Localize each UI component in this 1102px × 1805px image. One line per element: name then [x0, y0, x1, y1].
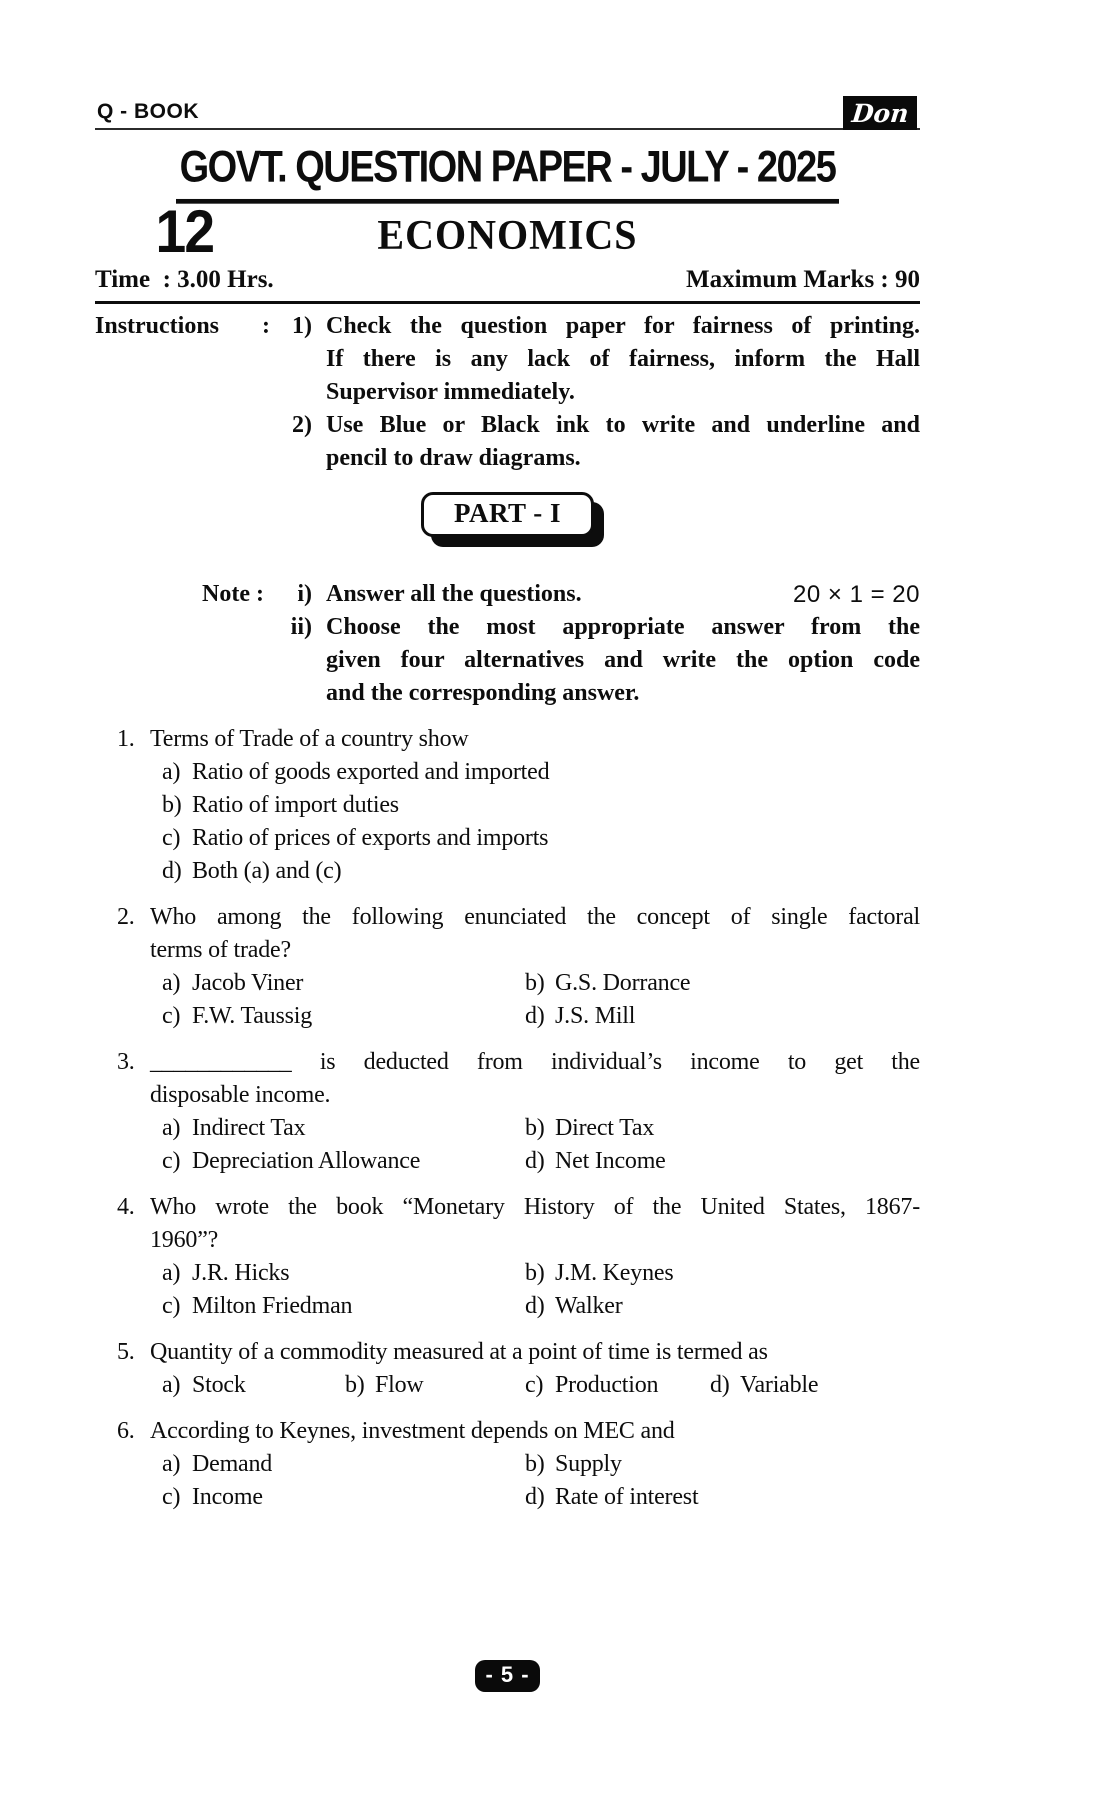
option-code: c) [162, 825, 181, 851]
question-text [150, 1191, 920, 1257]
text-line: terms of trade? [150, 937, 291, 963]
option [162, 1257, 525, 1290]
question-text [150, 1415, 920, 1448]
page-header [95, 96, 920, 130]
part-heading: PART - I [421, 492, 594, 537]
option [345, 1369, 525, 1402]
item-number: 1) [292, 313, 312, 339]
option-code: c) [162, 1148, 181, 1174]
question-text [150, 1336, 920, 1369]
text-line: pencil to draw diagrams. [326, 445, 581, 471]
option-code: d) [162, 858, 182, 884]
option [525, 1481, 920, 1514]
option-label: Depreciation Allowance [192, 1148, 421, 1174]
question-text [150, 901, 920, 967]
page-footer [95, 1660, 920, 1692]
class-subject-row [95, 198, 920, 265]
option [162, 1112, 525, 1145]
note-items [270, 578, 920, 710]
option-label: Income [192, 1484, 263, 1510]
class-number: 12 [155, 198, 214, 265]
option [525, 1000, 920, 1033]
option-code: b) [345, 1372, 365, 1398]
maximum-marks: Maximum Marks : 90 [686, 266, 920, 293]
question-paper-page [95, 96, 920, 1692]
item-text [318, 409, 920, 475]
item-number: i) [297, 581, 312, 607]
part-row [95, 492, 920, 552]
title-row [95, 142, 920, 199]
text-line: 1960”? [150, 1227, 219, 1253]
text-line: Use Blue or Black ink to write and underline and [326, 412, 920, 438]
option [162, 756, 920, 789]
text-line: disposable income. [150, 1082, 331, 1108]
paper-title: GOVT. QUESTION PAPER - JULY - 2025 [176, 142, 840, 203]
page-number-badge: - 5 - [475, 1660, 539, 1692]
options [150, 1448, 920, 1514]
option-label: Net Income [555, 1148, 666, 1174]
option-code: b) [162, 792, 182, 818]
option-code: a) [162, 970, 181, 996]
item-number: 2) [292, 412, 312, 438]
option-code: b) [525, 1260, 545, 1286]
option [525, 1448, 920, 1481]
option-label: Ratio of import duties [192, 792, 399, 818]
question [95, 901, 920, 1033]
option-code: c) [162, 1293, 181, 1319]
option-code: b) [525, 1451, 545, 1477]
option-label: Variable [740, 1372, 819, 1398]
option-code: c) [525, 1372, 544, 1398]
list-item [270, 310, 920, 409]
time-marks-row [95, 266, 920, 294]
qbook-label: Q - BOOK [97, 100, 199, 123]
question-body [150, 1191, 920, 1323]
question-number: 5. [117, 1339, 135, 1365]
publisher-logo-text: Don [850, 98, 910, 128]
option [525, 1257, 920, 1290]
option-label: G.S. Dorrance [555, 970, 691, 996]
option-label: Direct Tax [555, 1115, 655, 1141]
options [150, 1112, 920, 1178]
option-label: Walker [555, 1293, 623, 1319]
option-code: d) [525, 1003, 545, 1029]
option [525, 1369, 710, 1402]
note-text: Answer all the questions. [326, 581, 582, 607]
divider-rule [95, 301, 920, 304]
option [162, 1369, 345, 1402]
options [150, 756, 920, 888]
list-item [270, 578, 920, 611]
option-label: Ratio of prices of exports and imports [192, 825, 549, 851]
question [95, 1415, 920, 1514]
question-body [150, 1415, 920, 1514]
option [162, 789, 920, 822]
option-code: a) [162, 1260, 181, 1286]
text-line: given four alternatives and write the option code [326, 647, 920, 673]
option-label: Flow [375, 1372, 424, 1398]
option-label: Jacob Viner [192, 970, 304, 996]
instructions-items [270, 310, 920, 475]
option-code: c) [162, 1484, 181, 1510]
option-label: Demand [192, 1451, 273, 1477]
option [162, 855, 920, 888]
option-label: Both (a) and (c) [192, 858, 342, 884]
option-label: J.M. Keynes [555, 1260, 674, 1286]
instructions-colon: : [262, 313, 270, 339]
text-line: ____________ is deducted from individual’s income to get the [150, 1049, 920, 1075]
item-text [318, 310, 920, 409]
option-label: J.R. Hicks [192, 1260, 290, 1286]
option [162, 1290, 525, 1323]
question [95, 1046, 920, 1178]
text-line: Terms of Trade of a country show [150, 726, 469, 752]
option [525, 967, 920, 1000]
options [150, 1369, 920, 1402]
text-line: Who wrote the book “Monetary History of the United States, 1867- [150, 1194, 920, 1220]
option [162, 1000, 525, 1033]
option-label: Rate of interest [555, 1484, 699, 1510]
option [162, 1448, 525, 1481]
option [525, 1145, 920, 1178]
question-number: 6. [117, 1418, 135, 1444]
option-code: c) [162, 1003, 181, 1029]
option-code: d) [525, 1484, 545, 1510]
subject-title: ECONOMICS [377, 211, 638, 259]
text-line: Check the question paper for fairness of printing. [326, 313, 920, 339]
question-number: 3. [117, 1049, 135, 1075]
question [95, 1191, 920, 1323]
option-code: d) [525, 1148, 545, 1174]
option [162, 822, 920, 855]
item-number: ii) [290, 614, 312, 640]
item-text [318, 611, 920, 710]
text-line: Quantity of a commodity measured at a point of time is termed as [150, 1339, 768, 1365]
item-text [318, 578, 920, 611]
instructions-label [95, 310, 270, 475]
question [95, 723, 920, 888]
option-label: Ratio of goods exported and imported [192, 759, 550, 785]
question-text [150, 723, 920, 756]
question-body [150, 1336, 920, 1402]
text-line: Supervisor immediately. [326, 379, 575, 405]
marks-value: 20 × 1 = 20 [793, 581, 920, 608]
time-allowed: Time : 3.00 Hrs. [95, 266, 274, 293]
option-label: F.W. Taussig [192, 1003, 313, 1029]
option-code: d) [525, 1293, 545, 1319]
option [525, 1290, 920, 1323]
option-code: a) [162, 759, 181, 785]
text-line: If there is any lack of fairness, inform the Hall [326, 346, 920, 372]
option-code: a) [162, 1372, 181, 1398]
question [95, 1336, 920, 1402]
text-line: Choose the most appropriate answer from the [326, 614, 920, 640]
option-code: d) [710, 1372, 730, 1398]
option-label: Production [555, 1372, 659, 1398]
option-label: Milton Friedman [192, 1293, 353, 1319]
questions [95, 723, 920, 1514]
option [710, 1369, 920, 1402]
question-body [150, 723, 920, 888]
instructions-block [95, 310, 920, 475]
question-number: 1. [117, 726, 135, 752]
option-label: J.S. Mill [555, 1003, 636, 1029]
instructions-label-text: Instructions [95, 313, 220, 339]
option-code: a) [162, 1115, 181, 1141]
text-line: and the corresponding answer. [326, 680, 640, 706]
option-code: b) [525, 1115, 545, 1141]
question-text [150, 1046, 920, 1112]
option-code: b) [525, 970, 545, 996]
text-line: Who among the following enunciated the concept of single factoral [150, 904, 920, 930]
option-label: Stock [192, 1372, 246, 1398]
note-block [95, 578, 920, 710]
option-label: Supply [555, 1451, 622, 1477]
list-item [270, 409, 920, 475]
option [162, 1145, 525, 1178]
option [162, 967, 525, 1000]
question-body [150, 901, 920, 1033]
option-label: Indirect Tax [192, 1115, 306, 1141]
question-body [150, 1046, 920, 1178]
question-number: 4. [117, 1194, 135, 1220]
publisher-logo [843, 96, 917, 130]
options [150, 967, 920, 1033]
option [162, 1481, 525, 1514]
text-line: According to Keynes, investment depends on MEC and [150, 1418, 675, 1444]
option-code: a) [162, 1451, 181, 1477]
list-item [270, 611, 920, 710]
note-line [326, 578, 920, 611]
option [525, 1112, 920, 1145]
note-label: Note : [202, 581, 270, 607]
options [150, 1257, 920, 1323]
question-number: 2. [117, 904, 135, 930]
